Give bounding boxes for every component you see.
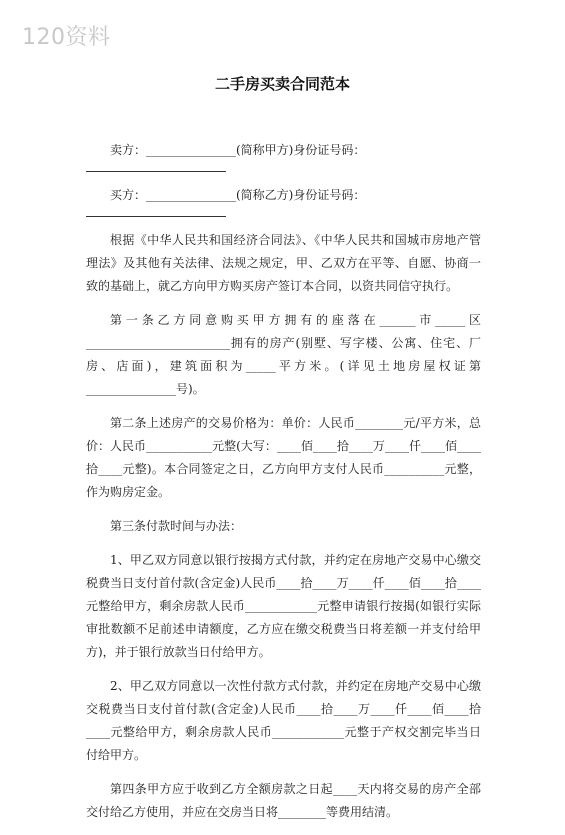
watermark: 120资料 — [22, 25, 111, 50]
document-body — [86, 139, 481, 835]
clause-3-heading: 第三条付款时间与办法： — [110, 519, 243, 533]
clause-4-paragraph: 第四条甲方应于收到乙方全额房款之日起____天内将交易的房产全部交付给乙方使用，并应在交房当日将________等费用结清。 — [86, 782, 481, 819]
clause-3-item-1: 1、甲乙双方同意以银行按揭方式付款，并约定在房地产交易中心缴交税费当日支付首付款(含定金)人民币____拾____万____仟____佰____拾____元整给甲方，剩余房款人民币____________元整申请银行按揭(如银行实际审批数额不足前述申请额度，乙方应在缴交税费当日将差额一并支付给甲方)，并于银行放款当日付给甲方。 — [86, 553, 481, 659]
preamble-paragraph: 根据《中华人民共和国经济合同法》、《中华人民共和国城市房地产管理法》及其他有关法律、法规之规定，甲、乙双方在平等、自愿、协商一致的基础上，就乙方向甲方购买房产签订本合同，以资共同信守执行。 — [86, 233, 481, 293]
buyer-line: 买方：_______________(简称乙方)身份证号码： — [110, 188, 366, 202]
clause-2-paragraph: 第二条上述房产的交易价格为：单价：人民币________元/平方米，总价：人民币___________元整(大写：____佰____拾____万____仟____佰____拾____元整)。本合同签定之日，乙方向甲方支付人民币__________元整，作为购房定金。 — [86, 416, 481, 499]
seller-id-blank — [86, 162, 226, 172]
clause-1-paragraph: 第一条乙方同意购买甲方拥有的座落在______市_____区________________________拥有的房产(别墅、写字楼、公寓、住宅、厂房、店面)，建筑面积为_____平方米。(详见土地房屋权证第_______________号)。 — [86, 313, 481, 396]
clause-3-item-2: 2、甲乙双方同意以一次性付款方式付款，并约定在房地产交易中心缴交税费当日支付首付款(含定金)人民币____拾____万____仟____佰____拾____元整给甲方，剩余房款人民币____________元整于产权交割完毕当日付给甲方。 — [86, 679, 481, 762]
buyer-id-blank — [86, 207, 226, 217]
page-title: 二手房买卖合同范本 — [214, 75, 350, 93]
seller-line: 卖方：_______________(简称甲方)身份证号码： — [110, 143, 366, 157]
